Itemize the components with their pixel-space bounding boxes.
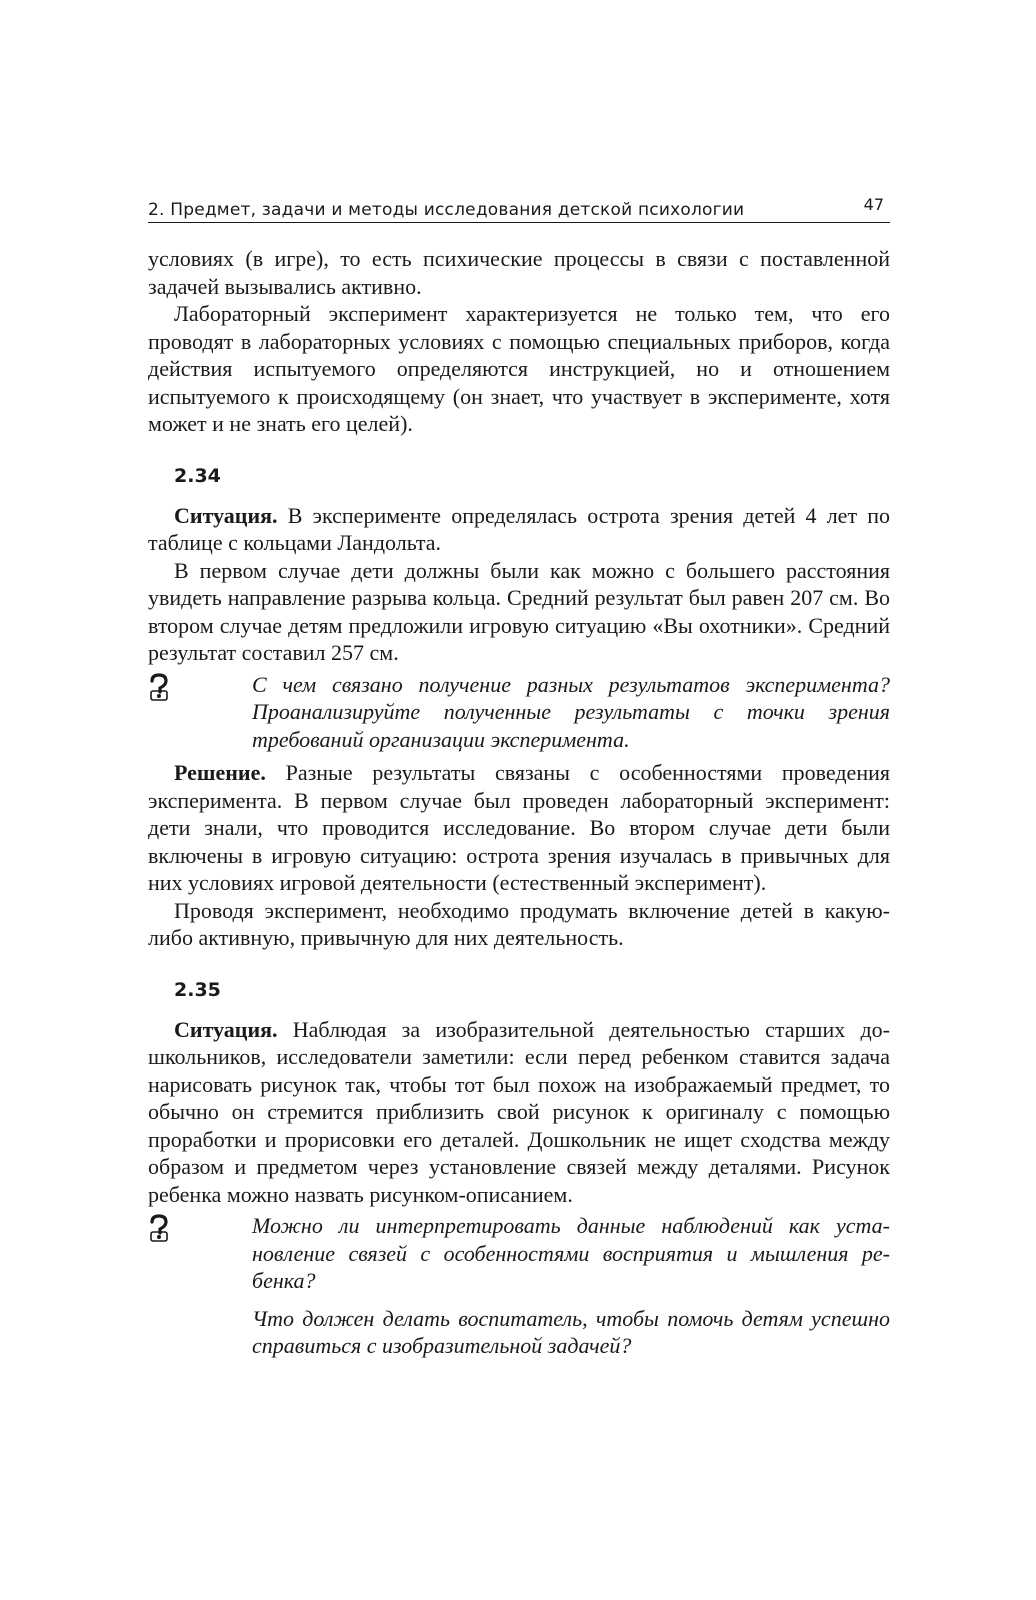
intro-paragraph-1: условиях (в игре), то есть психические процессы в связи с поставленной задачей вызывались активно. xyxy=(148,246,890,299)
solution-paragraph-2-34-continued: Проводя эксперимент, необходимо продумать включение детей в какую-либо активную, привычную для них деятельность. xyxy=(148,897,890,950)
question-mark-icon xyxy=(148,673,170,701)
section-number-2-34: 2.34 xyxy=(174,464,221,487)
question-block-2-34 xyxy=(148,671,890,754)
section-number-2-35: 2.35 xyxy=(174,978,221,1001)
intro-paragraph-2: Лабораторный эксперимент характеризуется не только тем, что его проводят в лабораторных условиях с помощью специальных приборов, когда действия испытуемого определяются инструкцией, но и отношением испытуемого к происходящему (он знает, что участвует в эксперименте, хотя может и не знать его целей). xyxy=(148,301,890,436)
situation-paragraph-2-34 xyxy=(148,502,890,557)
situation-paragraph-2-34-continued: В первом случае дети должны были как можно с большего расстояния увидеть направление разрыва кольца. Средний результат был равен 207 см. Во втором случае детям предложили игровую ситуацию «Вы охотники». Средний результат составил 257 см. xyxy=(148,557,890,665)
question-block-2-35 xyxy=(148,1212,890,1360)
situation-label: Ситуация. xyxy=(174,1016,278,1042)
question-mark-icon xyxy=(148,1214,170,1242)
situation-text: Наблюдая за изобразительной деятельностью старших дошкольников, исследователи заметили: если перед ребенком ставится задача нарисовать рисунок так, чтобы тот был похож на изображаемый предмет, то обычно он стремится приблизить свой рисунок к оригиналу с помощью проработки и прорисовки его деталей. Дошкольник не ищет сходства между образом и предметом через установление связей между деталями. Рисунок ребенка можно назвать рисунком-описанием. xyxy=(148,1016,890,1207)
running-header xyxy=(148,190,890,223)
situation-text: В эксперименте определялась острота зрения детей 4 лет по таблице с кольцами Ландольта. xyxy=(148,502,890,555)
situation-label: Ситуация. xyxy=(174,502,278,528)
solution-text: Разные результаты связаны с особенностями проведения эксперимента. В первом случае был проведен лабораторный эксперимент: дети знали, что проводится исследование. Во втором случае дети были включены в игровую ситуацию: острота зрения изучалась в привычных для них условиях игровой деятельности (естественный эксперимент). xyxy=(148,760,890,895)
question-text-2-34: С чем связано получение разных результатов эксперимента? Проанализируйте полученные результаты с точки зрения требований организации эксперимента. xyxy=(252,671,890,752)
page-content xyxy=(148,245,890,1360)
chapter-title: 2. Предмет, задачи и методы исследования детской психологии xyxy=(148,200,745,220)
situation-paragraph-2-35 xyxy=(148,1016,890,1209)
book-page xyxy=(148,190,890,1366)
solution-paragraph-2-34 xyxy=(148,759,890,897)
page-number: 47 xyxy=(863,195,884,214)
question-text-2-35-a: Можно ли интерпретировать данные наблюдений как установление связей с особенностями восприятия и мышления ребенка? xyxy=(252,1213,890,1293)
solution-label: Решение. xyxy=(174,760,266,785)
question-text-2-35-b: Что должен делать воспитатель, чтобы помочь детям успешно справиться с изобразительной задачей? xyxy=(252,1305,890,1358)
